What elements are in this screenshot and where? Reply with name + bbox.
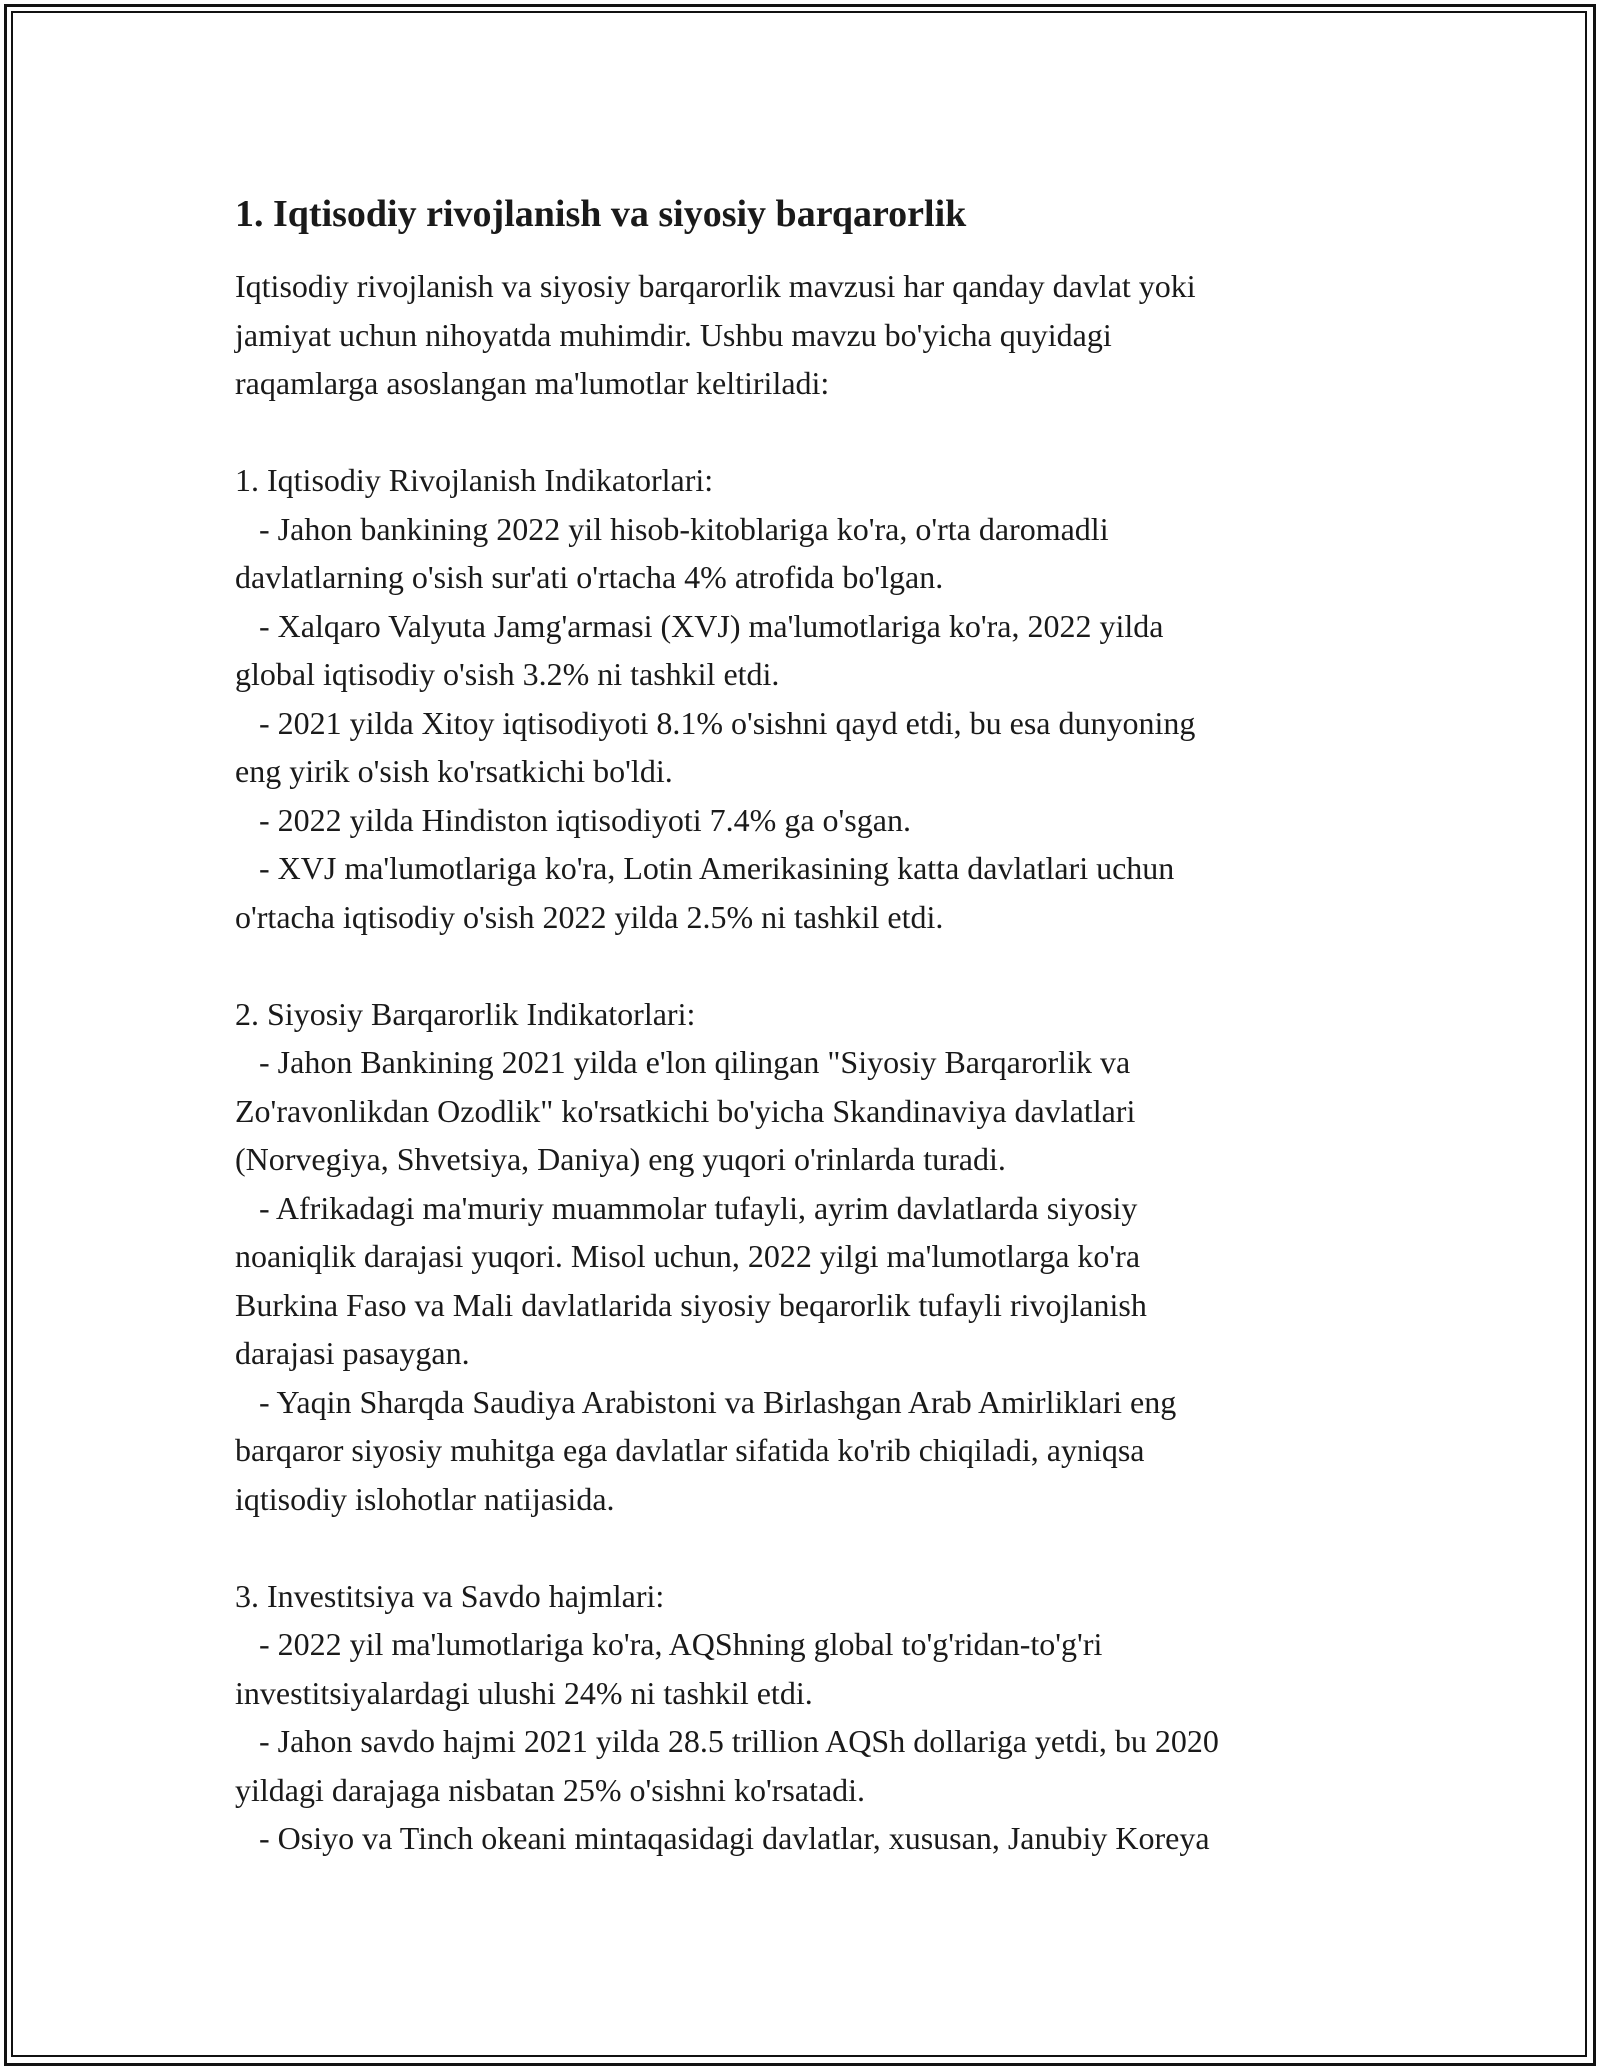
text-line: 3. Investitsiya va Savdo hajmlari: xyxy=(235,1577,665,1614)
document-text xyxy=(235,262,1385,1863)
text-line xyxy=(235,941,1385,990)
text-line: - Jahon Bankining 2021 yilda e'lon qilingan "Siyosiy Barqarorlik va xyxy=(235,1044,1131,1080)
text-line: - Yaqin Sharqda Saudiya Arabistoni va Birlashgan Arab Amirliklari eng xyxy=(235,1383,1177,1420)
text-line: global iqtisodiy o'sish 3.2% ni tashkil etdi. xyxy=(235,656,780,692)
text-line: Iqtisodiy rivojlanish va siyosiy barqarorlik mavzusi har qanday davlat yoki xyxy=(235,268,1196,304)
text-line: darajasi pasaygan. xyxy=(235,1335,470,1371)
text-line: - Jahon savdo hajmi 2021 yilda 28.5 trillion AQSh dollariga yetdi, bu 2020 xyxy=(235,1723,1219,1759)
text-line: eng yirik o'sish ko'rsatkichi bo'ldi. xyxy=(235,753,673,789)
text-line: - 2021 yilda Xitoy iqtisodiyoti 8.1% o'sishni qayd etdi, bu esa dunyoning xyxy=(235,704,1196,741)
text-line: - 2022 yil ma'lumotlariga ko'ra, AQShning global to'g'ridan-to'g'ri xyxy=(235,1626,1103,1662)
text-line xyxy=(235,408,1385,457)
text-line: raqamlarga asoslangan ma'lumotlar keltiriladi: xyxy=(235,365,830,401)
text-line: davlatlarning o'sish sur'ati o'rtacha 4% atrofida bo'lgan. xyxy=(235,559,944,595)
text-line: yildagi darajaga nisbatan 25% o'sishni ko'rsatadi. xyxy=(235,1771,866,1808)
text-line: investitsiyalardagi ulushi 24% ni tashkil etdi. xyxy=(235,1674,813,1711)
text-line: - Xalqaro Valyuta Jamg'armasi (XVJ) ma'lumotlariga ko'ra, 2022 yilda xyxy=(235,607,1164,644)
document-title: 1. Iqtisodiy rivojlanish va siyosiy barqarorlik xyxy=(235,193,967,235)
text-line: Burkina Faso va Mali davlatlarida siyosiy beqarorlik tufayli rivojlanish xyxy=(235,1286,1147,1323)
text-line: - Jahon bankining 2022 yil hisob-kitoblariga ko'ra, o'rta daromadli xyxy=(235,510,1109,547)
text-line: - Afrikadagi ma'muriy muammolar tufayli, ayrim davlatlarda siyosiy xyxy=(235,1189,1138,1226)
text-line: - XVJ ma'lumotlariga ko'ra, Lotin Amerikasining katta davlatlari uchun xyxy=(235,850,1175,886)
text-line xyxy=(235,1523,1385,1572)
text-line: noaniqlik darajasi yuqori. Misol uchun, 2022 yilgi ma'lumotlarga ko'ra xyxy=(235,1238,1141,1274)
text-line: 2. Siyosiy Barqarorlik Indikatorlari: xyxy=(235,995,696,1032)
text-line: o'rtacha iqtisodiy o'sish 2022 yilda 2.5% ni tashkil etdi. xyxy=(235,898,944,935)
text-line: 1. Iqtisodiy Rivojlanish Indikatorlari: xyxy=(235,462,714,498)
text-line: barqaror siyosiy muhitga ega davlatlar sifatida ko'rib chiqiladi, ayniqsa xyxy=(235,1432,1145,1468)
text-line: - Osiyo va Tinch okeani mintaqasidagi davlatlar, xususan, Janubiy Koreya xyxy=(235,1820,1210,1856)
text-line: - 2022 yilda Hindiston iqtisodiyoti 7.4% ga o'sgan. xyxy=(235,801,911,838)
text-line: jamiyat uchun nihoyatda muhimdir. Ushbu mavzu bo'yicha quyidagi xyxy=(235,316,1112,353)
text-line: iqtisodiy islohotlar natijasida. xyxy=(235,1480,615,1517)
document-body xyxy=(235,188,1385,1863)
text-line: (Norvegiya, Shvetsiya, Daniya) eng yuqori o'rinlarda turadi. xyxy=(235,1141,1006,1177)
text-line: Zo'ravonlikdan Ozodlik" ko'rsatkichi bo'yicha Skandinaviya davlatlari xyxy=(235,1092,1136,1129)
